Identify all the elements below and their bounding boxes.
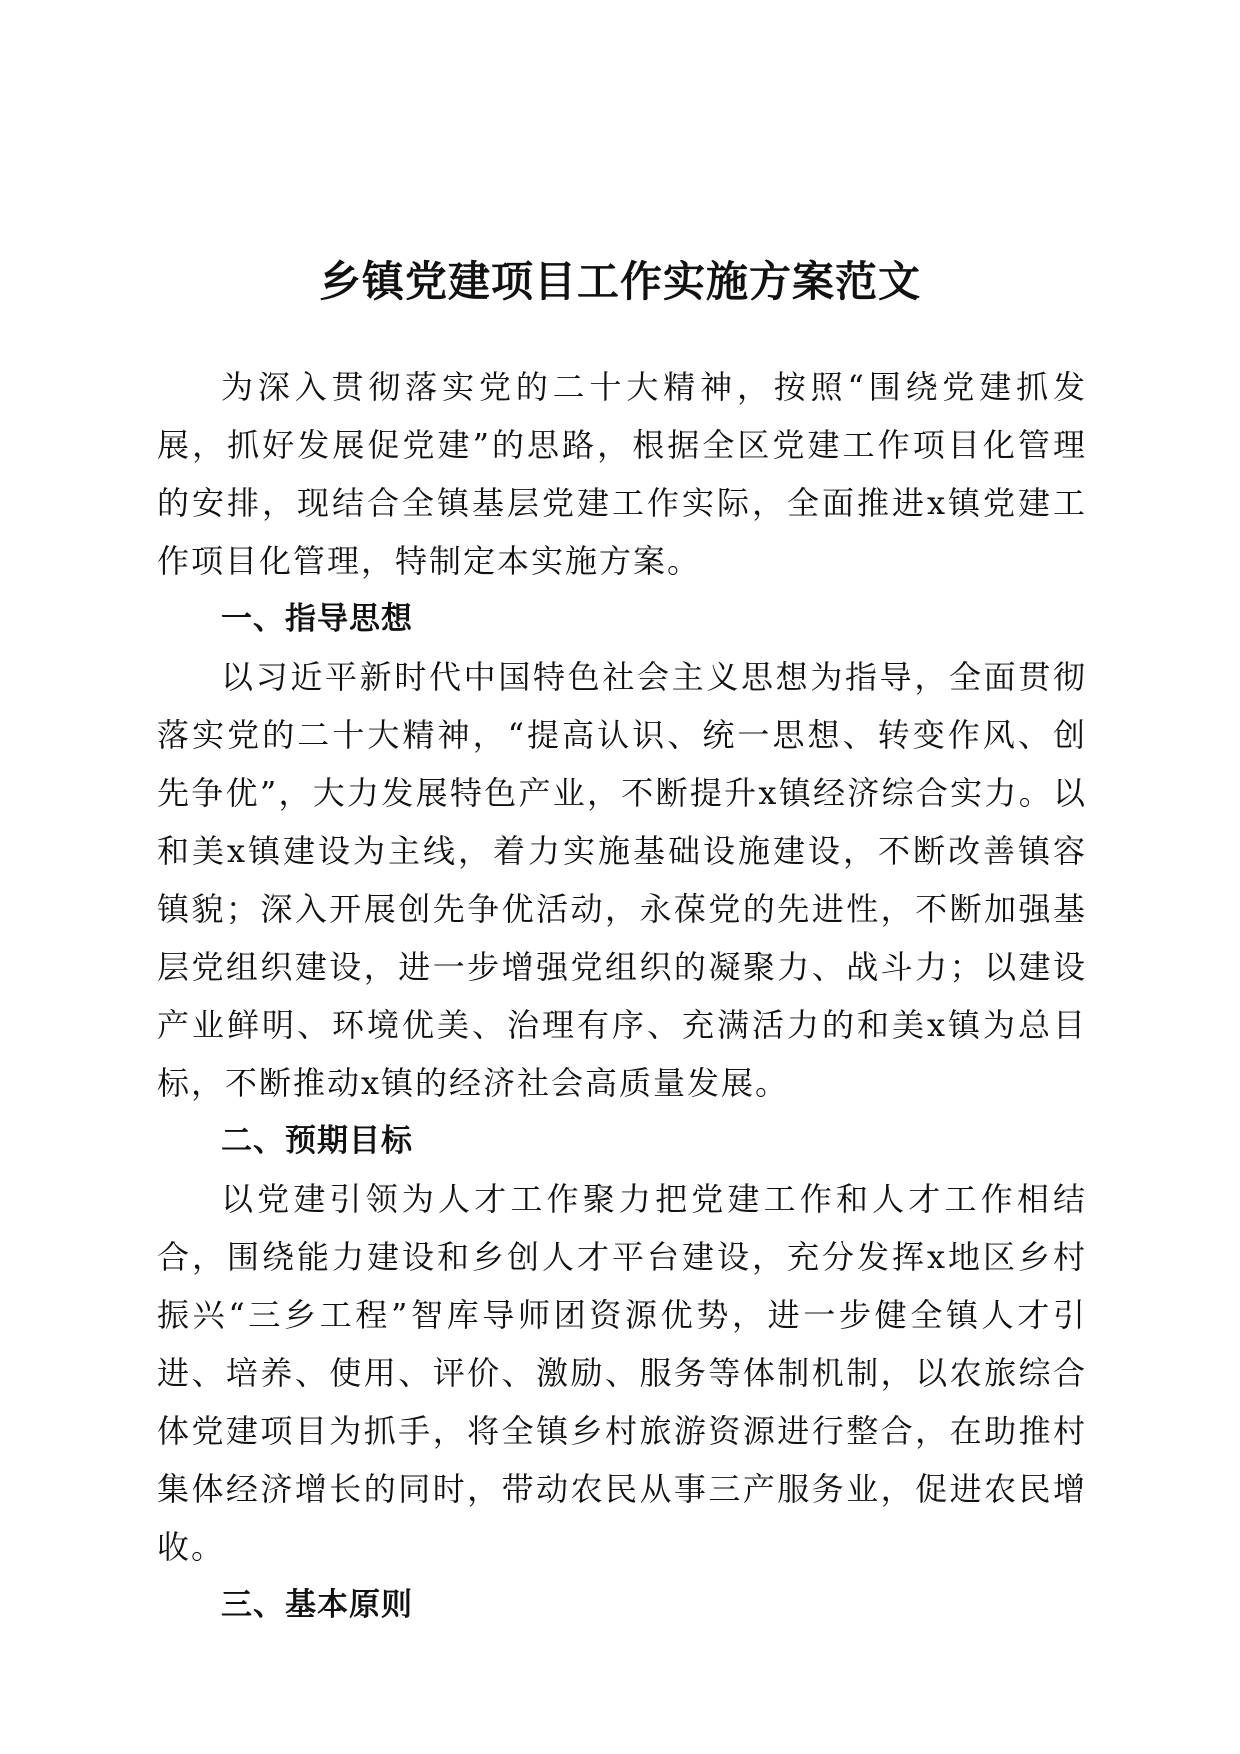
document-title: 乡镇党建项目工作实施方案范文 <box>318 257 921 306</box>
section-heading-guiding-ideology: 一、指导思想 <box>221 601 413 637</box>
intro-paragraph: 为深入贯彻落实党的二十大精神，按照“围绕党建抓发展，抓好发展促党建”的思路，根据全区党建工作项目化管理的安排，现结合全镇基层党建工作实际，全面推进x镇党建工作项目化管理，特制定本实施方案。 <box>157 368 1087 580</box>
section-paragraph-guiding-ideology: 以习近平新时代中国特色社会主义思想为指导，全面贯彻落实党的二十大精神，“提高认识、统一思想、转变作风、创先争优”，大力发展特色产业，不断提升x镇经济综合实力。以和美x镇建设为主线，着力实施基础设施建设，不断改善镇容镇貌；深入开展创先争优活动，永葆党的先进性，不断加强基层党组织建设，进一步增强党组织的凝聚力、战斗力；以建设产业鲜明、环境优美、治理有序、充满活力的和美x镇为总目标，不断推动x镇的经济社会高质量发展。 <box>157 658 1087 1102</box>
section-heading-basic-principles: 三、基本原则 <box>221 1587 413 1623</box>
section-paragraph-expected-goals: 以党建引领为人才工作聚力把党建工作和人才工作相结合，围绕能力建设和乡创人才平台建设，充分发挥x地区乡村振兴“三乡工程”智库导师团资源优势，进一步健全镇人才引进、培养、使用、评价、激励、服务等体制机制，以农旅综合体党建项目为抓手，将全镇乡村旅游资源进行整合，在助推村集体经济增长的同时，带动农民从事三产服务业，促进农民增收。 <box>157 1180 1087 1566</box>
document-body <box>157 358 1087 1634</box>
section-heading-expected-goals: 二、预期目标 <box>221 1123 413 1159</box>
